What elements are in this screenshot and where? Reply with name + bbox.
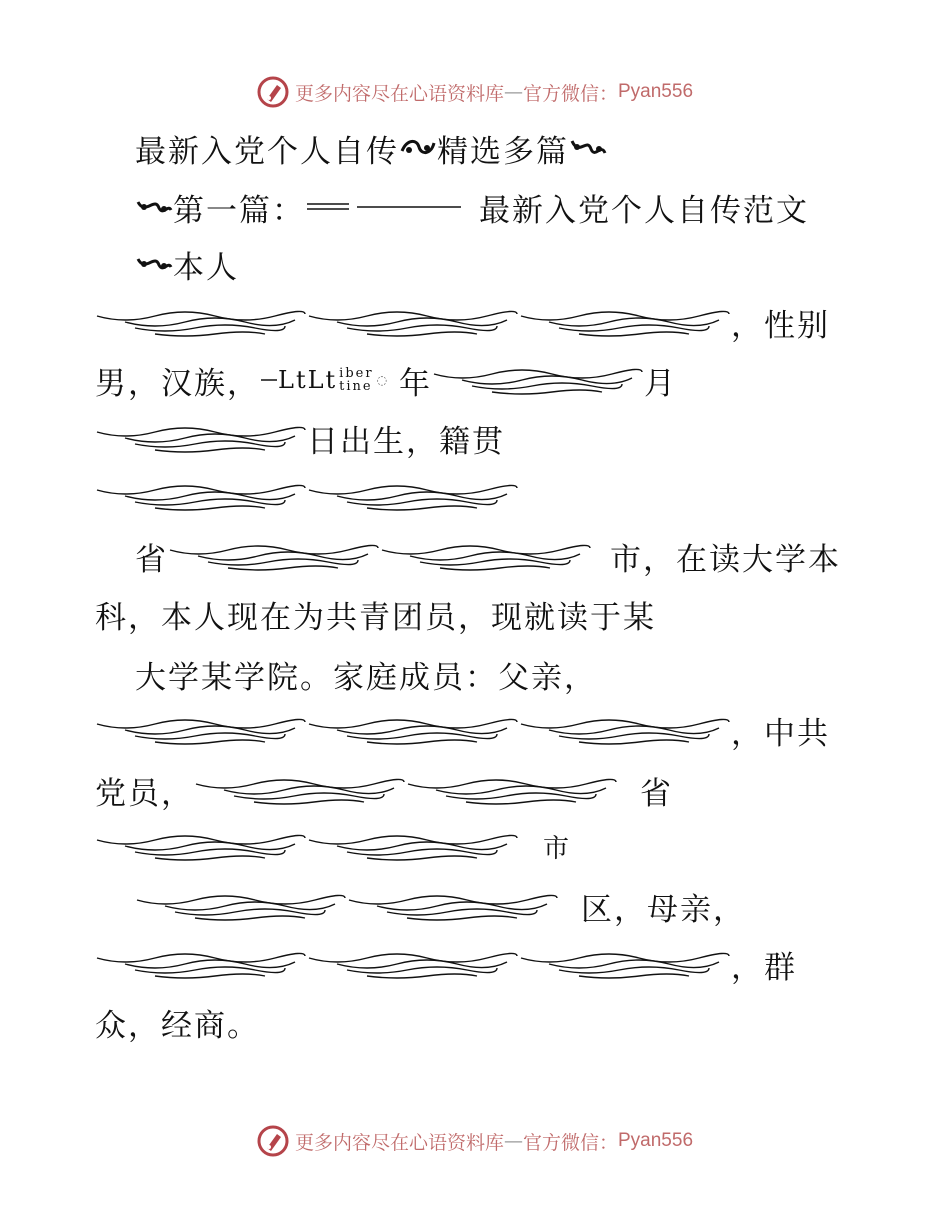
- banner-wechat-id: Pyan556: [618, 1130, 694, 1151]
- banner-text: 更多内容尽在心语资料库: [294, 82, 504, 105]
- doc-title: 最新入党个人自传: [135, 133, 399, 170]
- wavy-blank: [95, 478, 307, 514]
- text-line-5: [95, 356, 677, 404]
- text-line-3: [135, 240, 239, 288]
- doc-title-sub: 精选多篇: [437, 133, 569, 170]
- libertine-big: LtLt: [278, 366, 338, 394]
- wavy-blank: [307, 304, 519, 340]
- text-run: 区，母亲，: [581, 891, 746, 928]
- text-line-16: [95, 998, 260, 1046]
- pen-logo-icon: [257, 76, 289, 108]
- text-run: 月: [644, 365, 678, 402]
- header-banner: [0, 72, 950, 112]
- wavy-blank: [432, 362, 644, 398]
- ornament-icon: [399, 135, 437, 161]
- pen-logo-icon: [257, 1125, 289, 1157]
- text-line-15: [95, 940, 797, 988]
- text-run: 本人: [173, 249, 239, 286]
- text-run: 年: [399, 365, 433, 402]
- text-line-13: [95, 822, 571, 870]
- text-line-7: [95, 472, 519, 520]
- text-line-10: [135, 650, 597, 698]
- wavy-blank: [307, 712, 519, 748]
- wavy-blank: [307, 828, 519, 864]
- doc-title-line: [135, 124, 607, 172]
- text-run: 党员，: [95, 775, 194, 812]
- text-run: 市，在读大学本: [610, 541, 841, 578]
- text-run: 市: [543, 833, 572, 864]
- ornament-icon: [135, 251, 173, 277]
- dash-ornament: [305, 197, 465, 217]
- banner-dash: —: [503, 1130, 523, 1152]
- text-run: ，性别: [731, 307, 830, 344]
- text-run: 省: [640, 775, 673, 812]
- dotted-circle-icon: ◌: [376, 373, 390, 387]
- text-run: 众，经商。: [95, 1007, 260, 1044]
- section-title: 最新入党个人自传范文: [479, 192, 809, 229]
- banner-wechat-id: Pyan556: [618, 81, 694, 102]
- text-run: 省: [135, 541, 168, 578]
- wavy-blank: [194, 772, 406, 808]
- libertine-bottom: tine: [339, 379, 373, 394]
- banner-dash: —: [503, 81, 523, 103]
- wavy-blank: [406, 772, 618, 808]
- text-line-12: [95, 766, 673, 814]
- text-run: 男，汉族，: [95, 365, 260, 402]
- text-run: 日出生，籍贯: [307, 423, 505, 460]
- wavy-blank: [168, 538, 380, 574]
- section-label: 第一篇：: [173, 192, 305, 229]
- ornament-icon: [135, 194, 173, 220]
- text-line-4: [95, 298, 830, 346]
- text-line-14: [135, 882, 746, 930]
- text-run: ，群: [731, 949, 797, 986]
- wavy-blank: [95, 420, 307, 456]
- wavy-blank: [135, 888, 347, 924]
- banner-text: 更多内容尽在心语资料库: [294, 1131, 504, 1154]
- wavy-blank: [347, 888, 559, 924]
- wavy-blank: [380, 538, 592, 574]
- libertine-top: iber: [339, 366, 374, 381]
- wavy-blank: [95, 712, 307, 748]
- wavy-blank: [519, 712, 731, 748]
- text-run: ，中共: [731, 715, 830, 752]
- text-line-8: [135, 532, 841, 580]
- banner-wechat-label: 官方微信：: [522, 1131, 618, 1154]
- banner-wechat-label: 官方微信：: [522, 82, 618, 105]
- footer-banner: [0, 1121, 950, 1161]
- libertine-glyph: [260, 366, 389, 394]
- wavy-blank: [307, 478, 519, 514]
- section-heading-line: [135, 183, 809, 231]
- text-line-9: [95, 590, 656, 638]
- text-run: 大学某学院。家庭成员：父亲，: [135, 659, 597, 696]
- wavy-blank: [95, 828, 307, 864]
- wavy-blank: [95, 304, 307, 340]
- wavy-blank: [95, 946, 307, 982]
- wavy-blank: [307, 946, 519, 982]
- text-line-11: [95, 706, 830, 754]
- text-run: 科，本人现在为共青团员，现就读于某: [95, 599, 656, 636]
- ornament-icon: [569, 135, 607, 161]
- text-line-6: [95, 414, 505, 462]
- wavy-blank: [519, 304, 731, 340]
- wavy-blank: [519, 946, 731, 982]
